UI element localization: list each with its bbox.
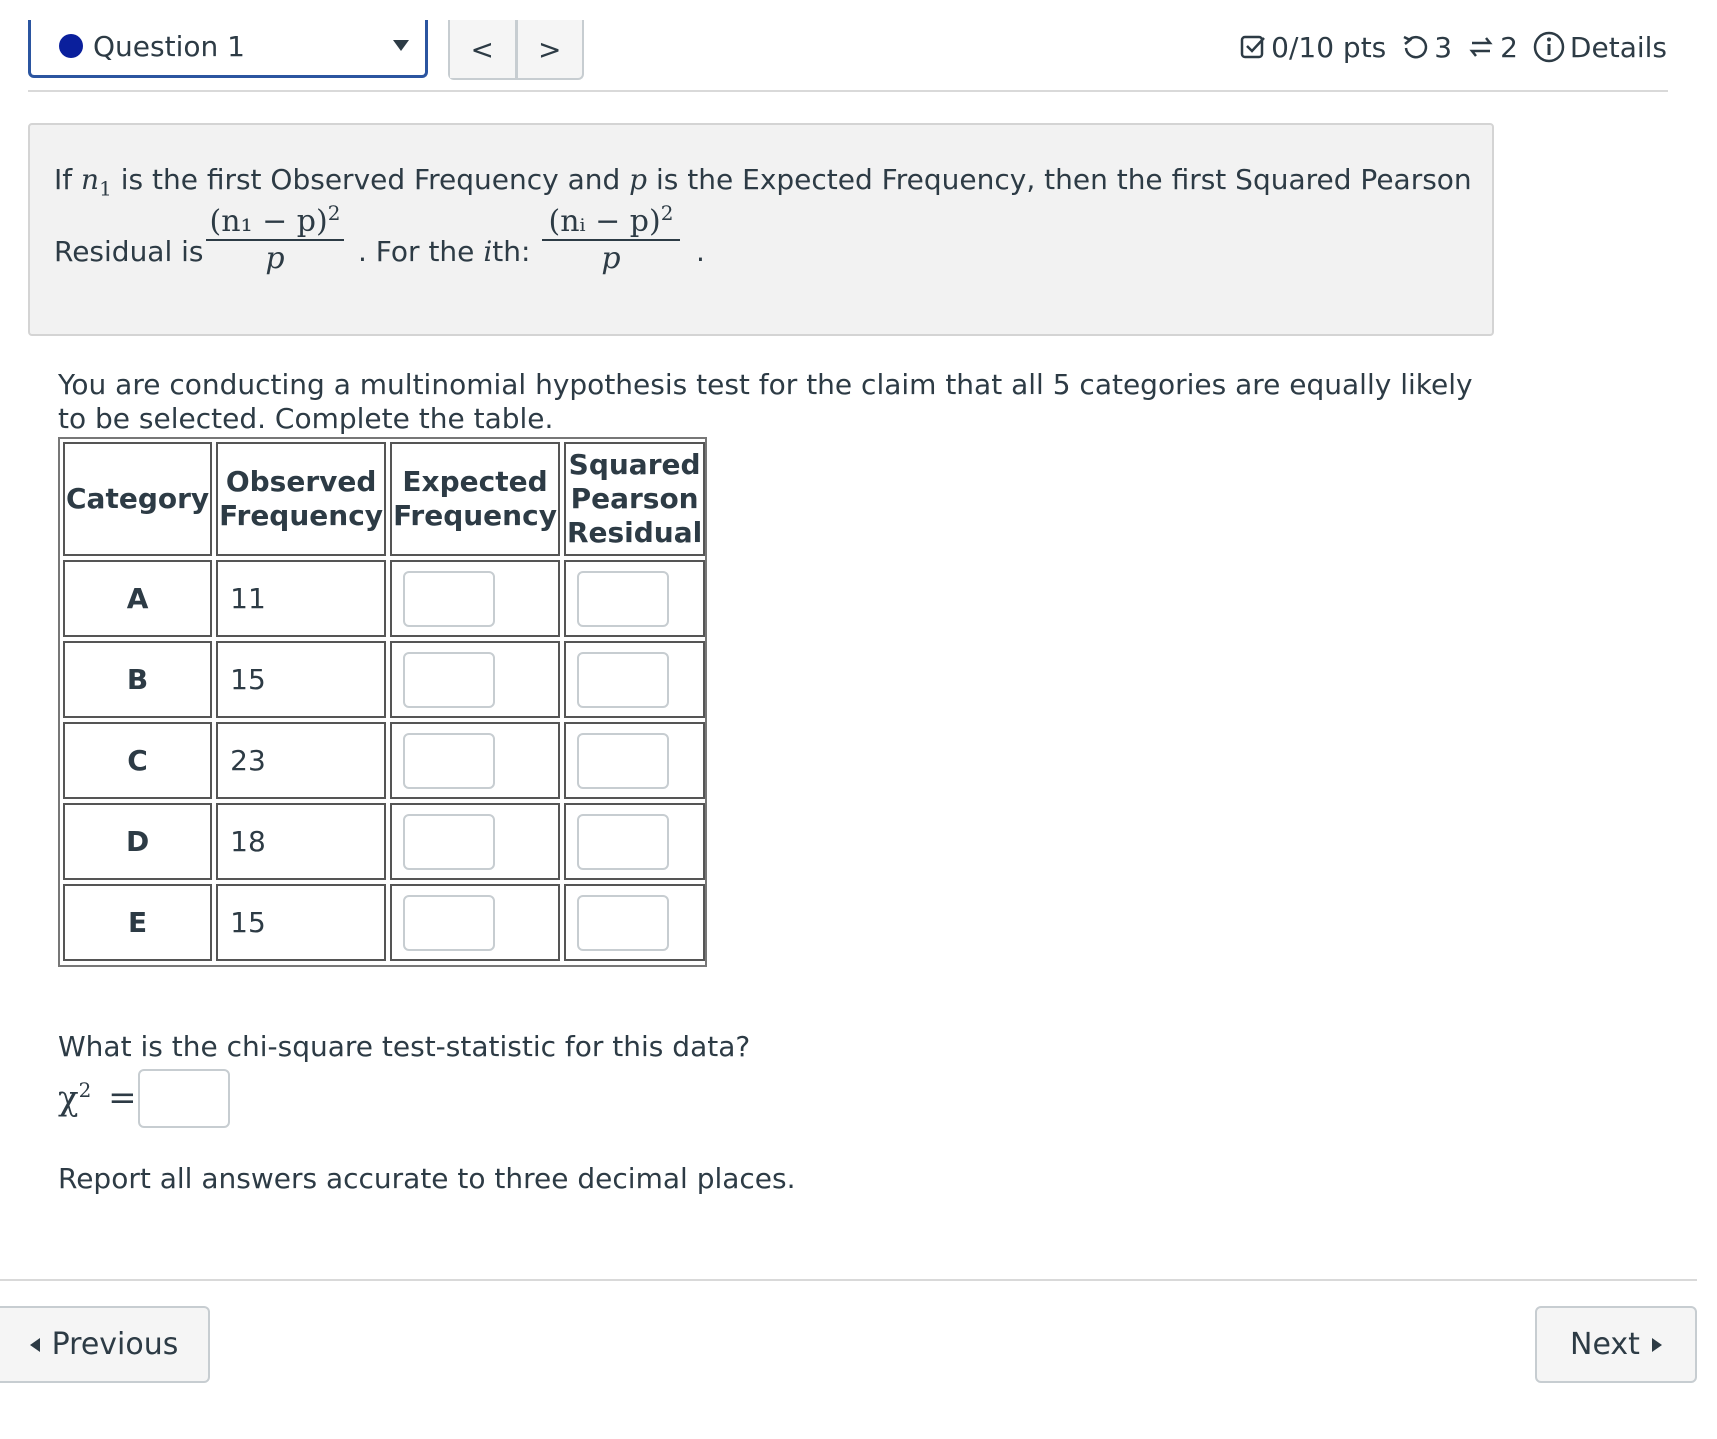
footer-divider [0,1279,1697,1281]
table-header-row [63,442,705,556]
retries-status [1400,31,1452,64]
info-text: . For the [358,235,484,268]
var-sub: 1 [99,176,112,201]
observed-cell: 15 [216,884,386,961]
formula-ith-residual [542,201,680,276]
next-label: Next [1570,1327,1640,1362]
expected-input[interactable] [403,814,495,870]
prev-question-button[interactable]: < [450,20,518,78]
info-line-2-mid [358,235,530,268]
info-text: If [54,163,82,196]
table-row [63,803,705,880]
residual-cell [564,560,705,637]
retries-count: 3 [1434,30,1453,64]
residual-input[interactable] [577,814,669,870]
table-row [63,560,705,637]
formula-infobox [28,123,1494,336]
versions-count: 2 [1500,30,1518,64]
points-text: 0/10 pts [1271,30,1387,64]
info-text: is the Expected Frequency, then the first Squared Pearson [647,163,1472,196]
expected-cell [390,803,560,880]
header-residual: Squared Pearson Residual [564,442,705,556]
expected-input[interactable] [403,571,495,627]
residual-input[interactable] [577,895,669,951]
table-row [63,641,705,718]
triangle-right-icon [1652,1338,1662,1352]
info-text: th: [492,235,531,268]
category-cell: D [63,803,212,880]
caret-down-icon [393,40,409,51]
question-status [1225,30,1667,64]
formula-numerator: (nᵢ − p) [548,204,661,239]
info-period: . [696,235,705,268]
formula-exponent: 2 [660,201,674,225]
question-label: Question 1 [93,30,245,63]
var-n: n [81,163,100,196]
header-observed: Observed Frequency [216,442,386,556]
next-button[interactable] [1535,1306,1697,1383]
frequency-grid [59,438,709,965]
header-divider [28,90,1668,92]
report-instructions: Report all answers accurate to three decimal places. [58,1162,796,1195]
next-question-button[interactable]: > [538,32,562,66]
table-row [63,884,705,961]
triangle-left-icon [30,1338,40,1352]
equals-sign: = [108,1078,137,1119]
residual-cell [564,803,705,880]
checkbox-icon [1239,33,1267,61]
expected-input[interactable] [403,652,495,708]
var-p: p [629,163,648,196]
observed-cell: 11 [216,560,386,637]
residual-cell [564,641,705,718]
points-status [1239,31,1386,64]
chi-square-input[interactable] [138,1069,230,1128]
header-expected: Expected Frequency [390,442,560,556]
versions-icon [1466,32,1496,62]
formula-exponent: 2 [327,201,341,225]
expected-cell [390,884,560,961]
observed-cell: 15 [216,641,386,718]
retry-icon [1400,32,1430,62]
residual-input[interactable] [577,571,669,627]
previous-label: Previous [51,1327,179,1362]
category-cell: E [63,884,212,961]
observed-cell: 18 [216,803,386,880]
expected-cell [390,641,560,718]
formula-denominator: p [265,241,285,276]
info-text: Residual is [54,235,204,268]
formula-first-residual [206,201,344,276]
var-i: i [483,235,493,268]
chi-symbol: χ [58,1078,79,1119]
chi-square-question: What is the chi-square test-statistic for this data? [58,1030,751,1063]
info-line-1 [54,163,1472,201]
category-cell: C [63,722,212,799]
residual-cell [564,884,705,961]
formula-denominator: p [601,241,621,276]
residual-input[interactable] [577,733,669,789]
details-link[interactable] [1532,30,1667,64]
question-text: You are conducting a multinomial hypothesis test for the claim that all 5 categories are equally likely to be selected. Complete the table. [58,368,1473,435]
chi-exponent: 2 [78,1078,92,1102]
header-category: Category [63,442,212,556]
residual-input[interactable] [577,652,669,708]
expected-cell [390,722,560,799]
info-text: is the first Observed Frequency and [111,163,630,196]
question-selector[interactable] [28,20,428,78]
question-status-dot [59,34,83,58]
chi-square-label [58,1078,137,1118]
versions-status [1466,31,1518,64]
observed-cell: 23 [216,722,386,799]
category-cell: B [63,641,212,718]
details-label: Details [1569,30,1667,64]
previous-button[interactable] [0,1306,210,1383]
question-nav [448,20,584,80]
expected-input[interactable] [403,895,495,951]
expected-input[interactable] [403,733,495,789]
info-line-2 [54,235,204,268]
residual-cell [564,722,705,799]
table-row [63,722,705,799]
formula-numerator: (n₁ − p) [209,204,328,239]
category-cell: A [63,560,212,637]
frequency-table [58,437,707,967]
info-icon [1532,30,1566,64]
expected-cell [390,560,560,637]
